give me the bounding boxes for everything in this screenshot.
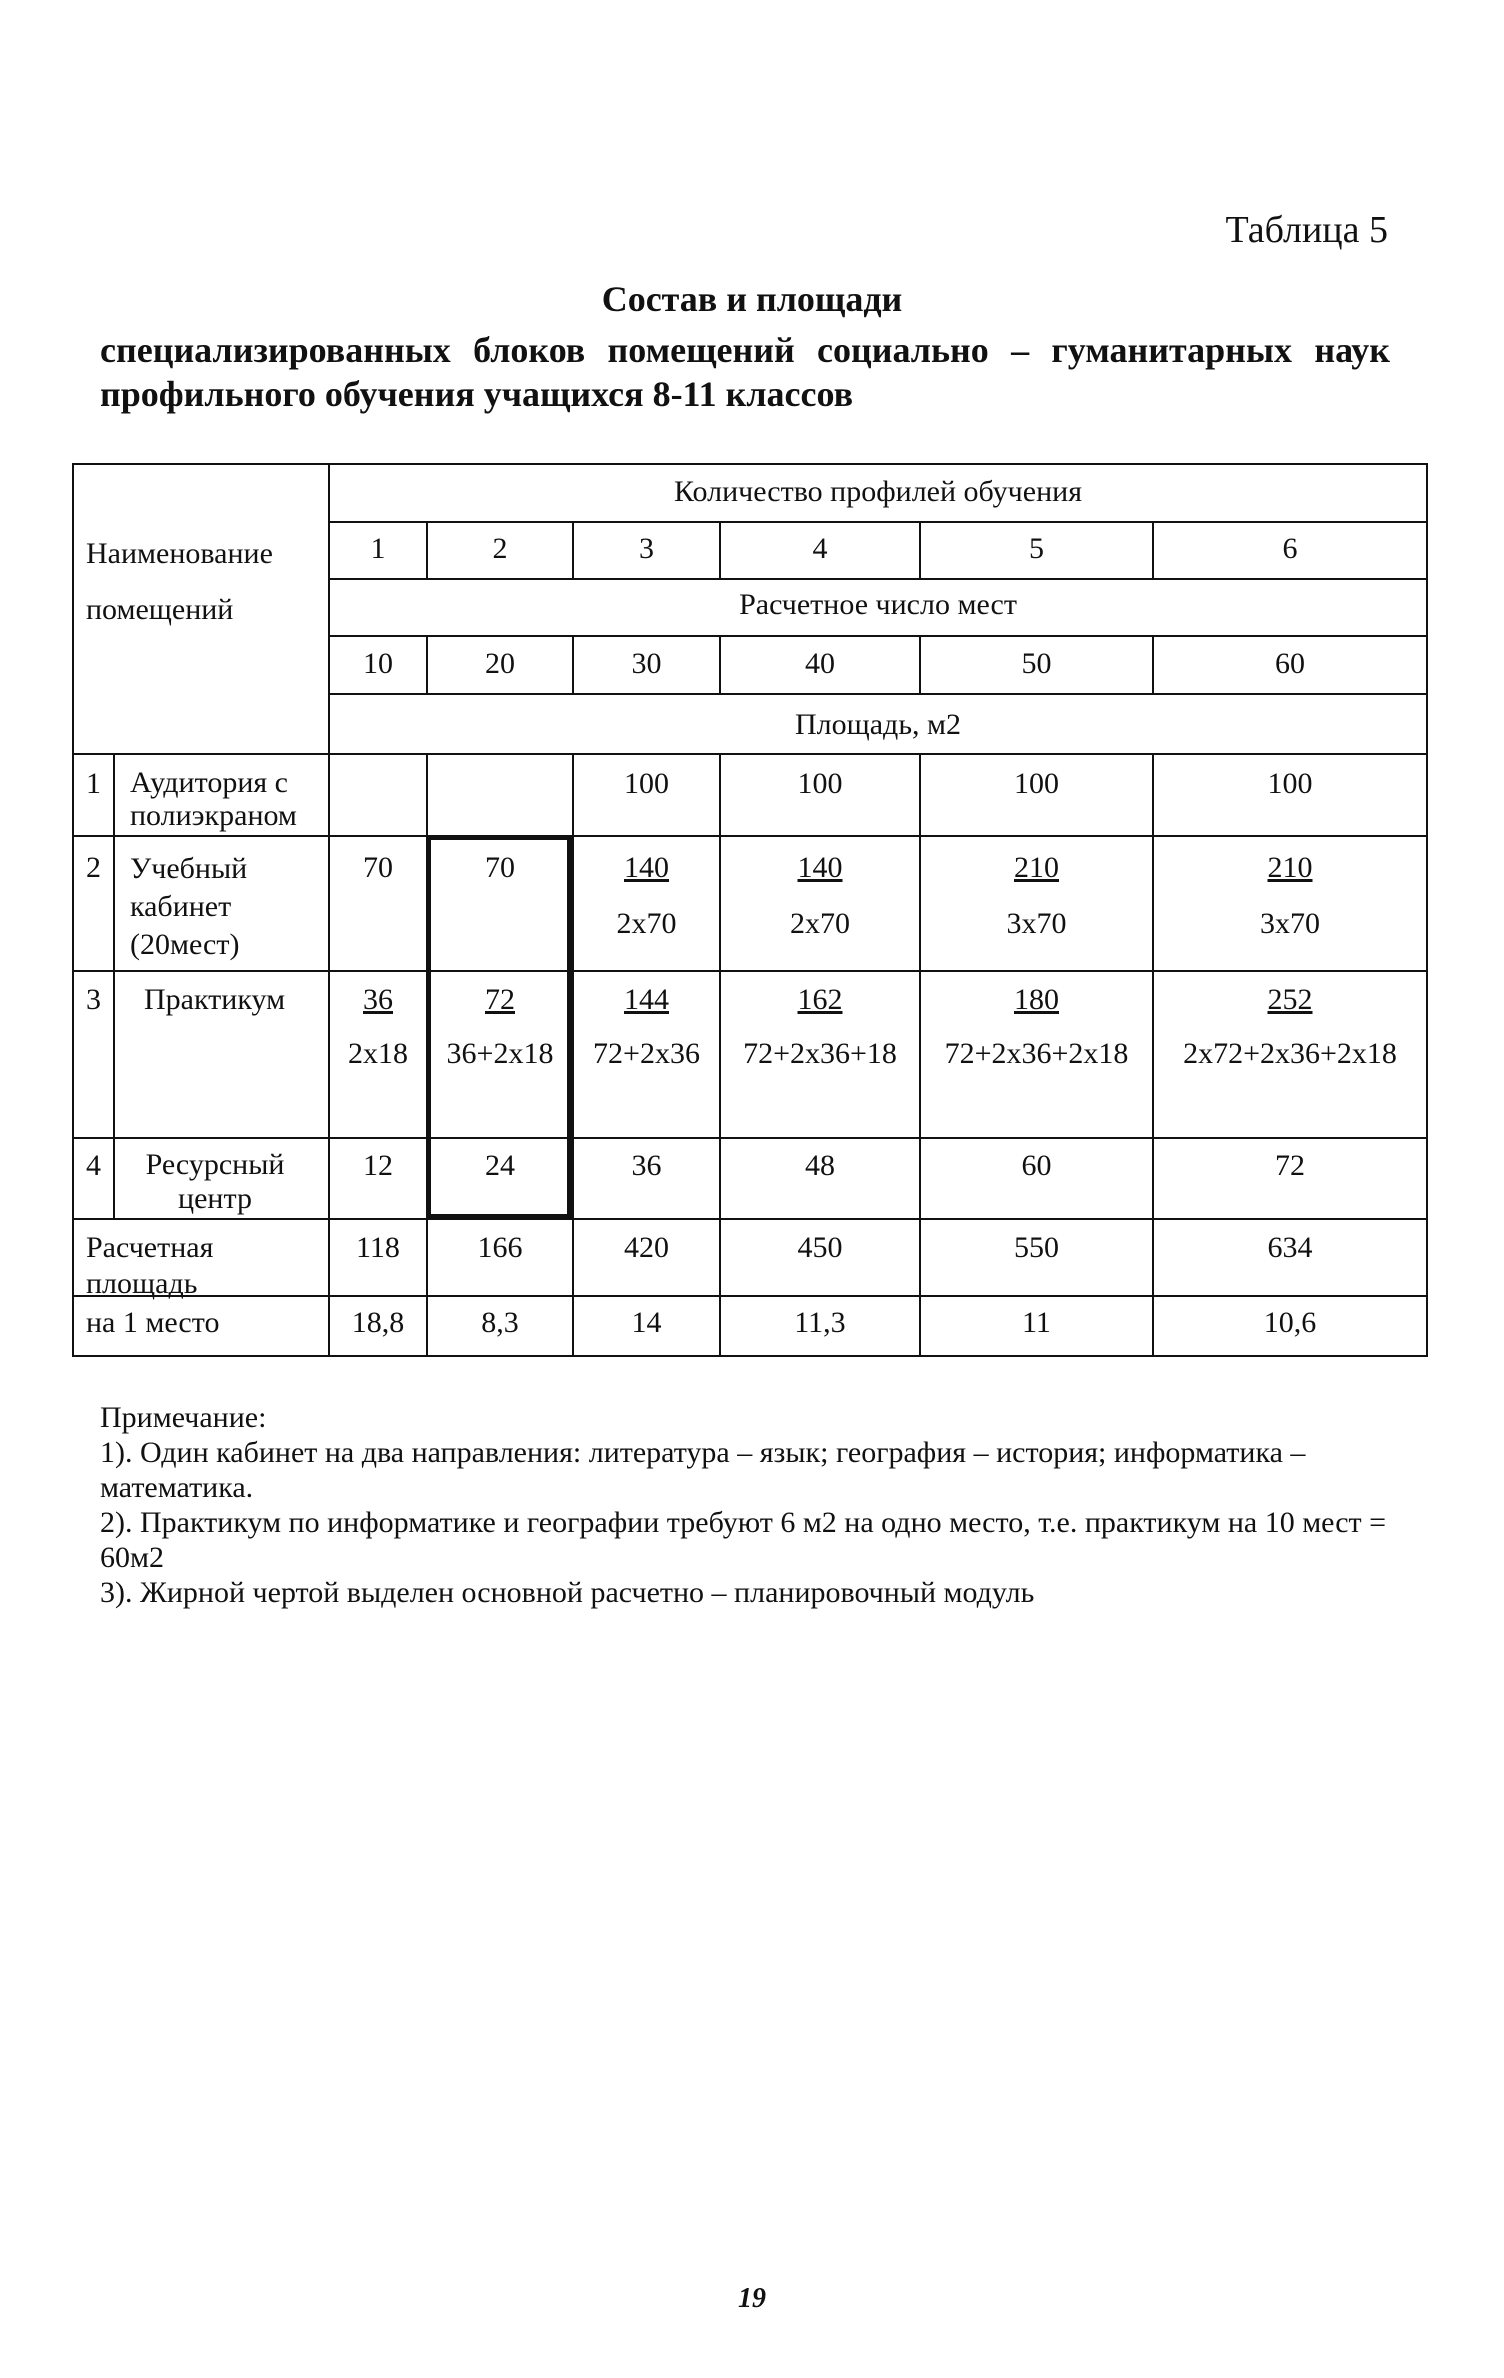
page-number: 19 [738,2283,766,2314]
cell-value: 140 [624,851,669,884]
table-rule [330,693,1428,695]
notes-heading: Примечание: [100,1401,267,1434]
cell-value: 72 [485,983,515,1016]
cell-formula: 2x70 [790,907,850,940]
per-seat-value: 14 [631,1306,662,1339]
total-area-value: 634 [1267,1231,1313,1264]
cell-value: 100 [797,767,843,800]
table-rule [113,753,115,1219]
row-name: Аудитория с полиэкраном [130,766,297,832]
table-rule [72,835,1428,837]
table-rule [330,521,1428,523]
profile-number: 4 [812,532,828,565]
table-border [72,463,74,1357]
cell-value: 60 [1021,1149,1052,1182]
profile-number: 2 [492,532,508,565]
per-seat-label: на 1 место [86,1306,220,1339]
total-area-label: Расчетная площадь [86,1231,214,1300]
cell-value: 100 [1267,767,1313,800]
profile-number: 6 [1282,532,1298,565]
cell-formula: 2x70 [616,907,677,940]
cell-value: 210 [1014,851,1059,884]
cell-value: 162 [797,983,843,1016]
cell-formula: 2x72+2x36+2x18 [1183,1037,1397,1070]
seats-value: 50 [1021,647,1052,680]
notes [100,1400,1400,1610]
per-seat-value: 10,6 [1263,1306,1317,1339]
seats-value: 60 [1275,647,1305,680]
row-number: 4 [86,1149,101,1182]
cell-value: 36 [631,1149,662,1182]
table-title: Состав и площади [601,279,903,319]
table-rule [330,578,1428,580]
row-name: Практикум [144,983,286,1016]
per-seat-value: 8,3 [481,1306,519,1339]
cell-formula: 72+2x36 [593,1037,700,1070]
cell-value: 252 [1267,983,1313,1016]
total-area-value: 450 [797,1231,843,1264]
header-area-label: Площадь, м2 [795,708,961,741]
table-rule [330,635,1428,637]
per-seat-value: 11,3 [794,1306,846,1339]
total-area-value: 118 [356,1231,400,1264]
table-border [72,1355,1428,1357]
header-name-line2: помещений [86,593,234,626]
seats-value: 40 [805,647,835,680]
note-item: 2). Практикум по информатике и географии требуют 6 м2 на одно место, т.е. практикум на 10 мест = 60м2 [100,1506,1387,1574]
row-name: Учебный кабинет (20мест) [130,852,248,961]
cell-value: 100 [624,767,669,800]
table-rule [72,1137,1428,1139]
cell-value: 180 [1014,983,1059,1016]
cell-formula: 72+2x36+2x18 [944,1037,1129,1070]
cell-value: 24 [485,1149,515,1182]
seats-value: 10 [363,647,393,680]
table-label: Таблица 5 [1225,209,1388,251]
cell-formula: 3x70 [1260,907,1320,940]
header-seats-label: Расчетное число мест [739,588,1017,621]
profile-number: 3 [639,532,654,565]
header-name-line1: Наименование [86,537,273,570]
table-rule [72,970,1428,972]
table-rule [72,1218,1428,1220]
cell-value: 70 [485,851,515,884]
cell-value: 36 [363,983,393,1016]
per-seat-value: 18,8 [351,1306,405,1339]
row-name: Ресурсный центр [145,1148,285,1215]
cell-value: 100 [1014,767,1059,800]
cell-value: 144 [624,983,669,1016]
profile-number: 1 [370,532,386,565]
header-profiles-count: Количество профилей обучения [673,475,1082,508]
cell-formula: 72+2x36+18 [743,1037,897,1070]
cell-formula: 36+2x18 [446,1037,554,1070]
note-item: 3). Жирной чертой выделен основной расчетно – планировочный модуль [100,1576,1035,1609]
cell-value: 70 [363,851,393,884]
cell-value: 12 [363,1149,393,1182]
seats-value: 20 [485,647,515,680]
row-number: 3 [86,983,101,1016]
seats-value: 30 [631,647,662,680]
cell-formula: 2x18 [348,1037,408,1070]
cell-formula: 3x70 [1006,907,1067,940]
table-subtitle: специализированных блоков помещений социально – гуманитарных наук профильного обучения учащихся 8-11 классов [100,330,1390,414]
profile-number: 5 [1029,532,1044,565]
row-number: 1 [86,767,101,800]
total-area-value: 550 [1014,1231,1059,1264]
cell-value: 140 [797,851,843,884]
row-number: 2 [86,851,101,884]
note-item: 1). Один кабинет на два направления: литература – язык; география – история; информатика – математика. [100,1436,1306,1504]
per-seat-value: 11 [1022,1306,1051,1339]
table-rule [72,753,1428,755]
table-border [72,463,1428,465]
table-border [1426,463,1428,1357]
total-area-value: 420 [624,1231,669,1264]
cell-value: 210 [1267,851,1313,884]
cell-value: 48 [805,1149,835,1182]
total-area-value: 166 [477,1231,523,1264]
cell-value: 72 [1275,1149,1305,1182]
